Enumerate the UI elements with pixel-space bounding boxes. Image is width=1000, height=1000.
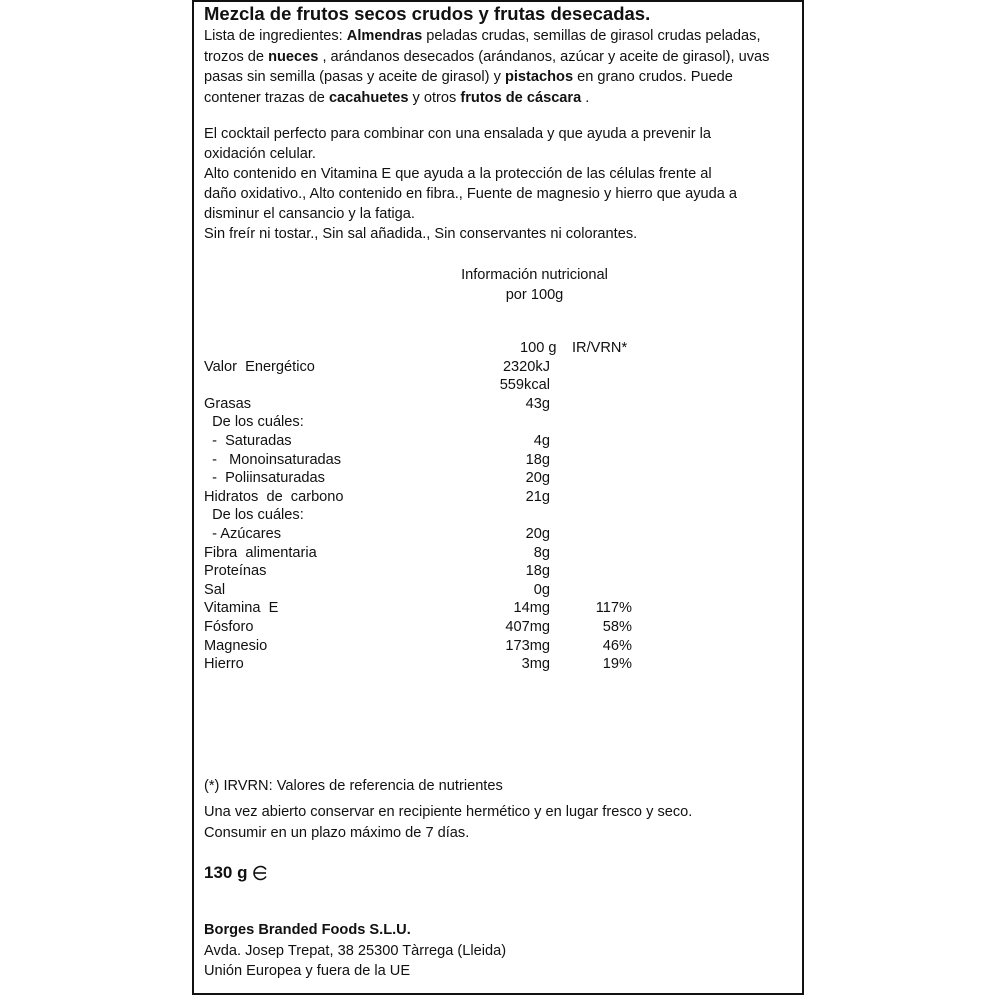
nutrient-name: Hidratos de carbono xyxy=(204,488,344,505)
claim-line: oxidación celular. xyxy=(204,146,316,162)
company-region: Unión Europea y fuera de la UE xyxy=(204,963,411,979)
nutrition-heading xyxy=(452,265,617,305)
nutrient-value: 14mg xyxy=(513,600,550,617)
ingredients-list xyxy=(204,26,792,108)
allergen-text: nueces xyxy=(268,48,319,65)
nutrient-name: - Monoinsaturadas xyxy=(204,451,342,468)
nutrition-row xyxy=(204,618,664,637)
nutrient-name: Fósforo xyxy=(204,618,254,635)
nutrient-name: Hierro xyxy=(204,656,244,673)
nutrition-row xyxy=(204,562,664,581)
nutrient-name: Sal xyxy=(204,581,226,598)
nutrient-name: Valor Energético xyxy=(204,358,315,375)
storage-line: Una vez abierto conservar en recipiente hermético y en lugar fresco y seco. xyxy=(204,804,693,820)
allergen-text: cacahuetes xyxy=(328,89,409,106)
nutrient-value: 0g xyxy=(533,581,550,598)
nutrition-row xyxy=(204,469,664,488)
nutrition-row xyxy=(204,655,664,674)
nutrient-value: 3mg xyxy=(521,656,550,673)
claim-line: El cocktail perfecto para combinar con una ensalada y que ayuda a prevenir la xyxy=(204,126,712,142)
nutrition-row xyxy=(204,432,664,451)
nutrition-row xyxy=(204,451,664,470)
nutrient-value: 20g xyxy=(525,525,550,542)
nutrient-value: 2320kJ xyxy=(502,358,550,375)
nutrition-row xyxy=(204,637,664,656)
nutrition-header-row xyxy=(204,339,664,358)
nutrition-heading-title: Información nutricional xyxy=(461,267,608,283)
company-address: Avda. Josep Trepat, 38 25300 Tàrrega (Lleida) xyxy=(204,942,507,959)
ingredient-text: Lista de ingredientes: xyxy=(204,28,347,44)
nutrient-name: Proteínas xyxy=(204,563,267,580)
nutrient-name: Grasas xyxy=(204,395,252,412)
net-weight-value: 130 g xyxy=(204,863,248,882)
nutrient-name: - Poliinsaturadas xyxy=(204,470,325,487)
nutrient-value: 21g xyxy=(525,488,550,505)
product-claims xyxy=(204,124,792,244)
company-info xyxy=(204,920,506,982)
nutrient-value: 173mg xyxy=(505,637,550,654)
nutrient-value: 8g xyxy=(533,544,550,561)
ingredient-text: y otros xyxy=(408,89,461,106)
nutrition-row xyxy=(204,581,664,600)
allergen-text: pistachos xyxy=(504,69,574,85)
nutrient-value: 4g xyxy=(533,432,550,449)
nutrient-name: De los cuáles: xyxy=(204,414,304,431)
nutrition-row xyxy=(204,376,664,395)
nutrient-name: Magnesio xyxy=(204,637,268,654)
nutrition-row xyxy=(204,358,664,377)
column-header-ir: IR/VRN* xyxy=(572,340,628,356)
nutrient-value: 43g xyxy=(525,395,550,412)
nutrition-table xyxy=(204,339,664,674)
nutrition-row xyxy=(204,506,664,525)
nutrient-reference-percent: 19% xyxy=(602,656,632,673)
claim-line: Alto contenido en Vitamina E que ayuda a la protección de las células frente al xyxy=(204,166,712,182)
nutrient-value: 20g xyxy=(525,470,550,487)
nutrient-value: 18g xyxy=(525,451,550,468)
nutrient-reference-percent: 46% xyxy=(602,637,632,654)
nutrient-reference-percent: 117% xyxy=(595,600,632,617)
nutrient-name: - Saturadas xyxy=(204,432,292,449)
nutrition-row xyxy=(204,599,664,618)
nutrition-row xyxy=(204,525,664,544)
footnote: (*) IRVRN: Valores de referencia de nutrientes xyxy=(204,778,503,794)
claim-line: daño oxidativo., Alto contenido en fibra., Fuente de magnesio y hierro que ayuda a xyxy=(204,186,738,202)
nutrient-name: Vitamina E xyxy=(204,600,279,617)
nutrient-value: 407mg xyxy=(505,618,550,635)
nutrient-name: - Azúcares xyxy=(204,525,282,542)
storage-line: Consumir en un plazo máximo de 7 días. xyxy=(204,824,470,841)
allergen-text: frutos de cáscara xyxy=(460,89,582,106)
nutrition-row xyxy=(204,488,664,507)
ingredient-text: , arándanos desecados (arándanos, azúcar y aceite de girasol), uvas pasas sin semilla (pasas y aceite de girasol) y xyxy=(204,48,770,85)
nutrient-reference-percent: 58% xyxy=(602,618,632,635)
column-header-100g: 100 g xyxy=(520,340,557,356)
claim-line: disminur el cansancio y la fatiga. xyxy=(204,206,415,222)
company-name: Borges Branded Foods S.L.U. xyxy=(204,922,411,938)
estimated-sign-icon xyxy=(251,864,269,882)
nutrient-value: 18g xyxy=(525,563,550,580)
product-title: Mezcla de frutos secos crudos y frutas desecadas. xyxy=(204,3,651,24)
nutrient-name: Fibra alimentaria xyxy=(204,544,317,561)
allergen-text: Almendras xyxy=(346,28,423,44)
ingredient-text: . xyxy=(581,89,590,106)
net-weight xyxy=(204,862,269,884)
nutrient-value: 559kcal xyxy=(499,377,550,394)
storage-instructions xyxy=(204,802,692,843)
nutrition-row xyxy=(204,395,664,414)
nutrition-row xyxy=(204,544,664,563)
ingredient-text: en grano crudos. Puede contener trazas de xyxy=(204,69,733,106)
nutrition-heading-basis: por 100g xyxy=(505,287,564,303)
claim-line: Sin freír ni tostar., Sin sal añadida., Sin conservantes ni colorantes. xyxy=(204,226,638,242)
nutrient-name: De los cuáles: xyxy=(204,507,304,524)
nutrition-row xyxy=(204,413,664,432)
ingredient-text: peladas crudas, semillas de girasol crudas peladas, trozos de xyxy=(204,28,761,65)
